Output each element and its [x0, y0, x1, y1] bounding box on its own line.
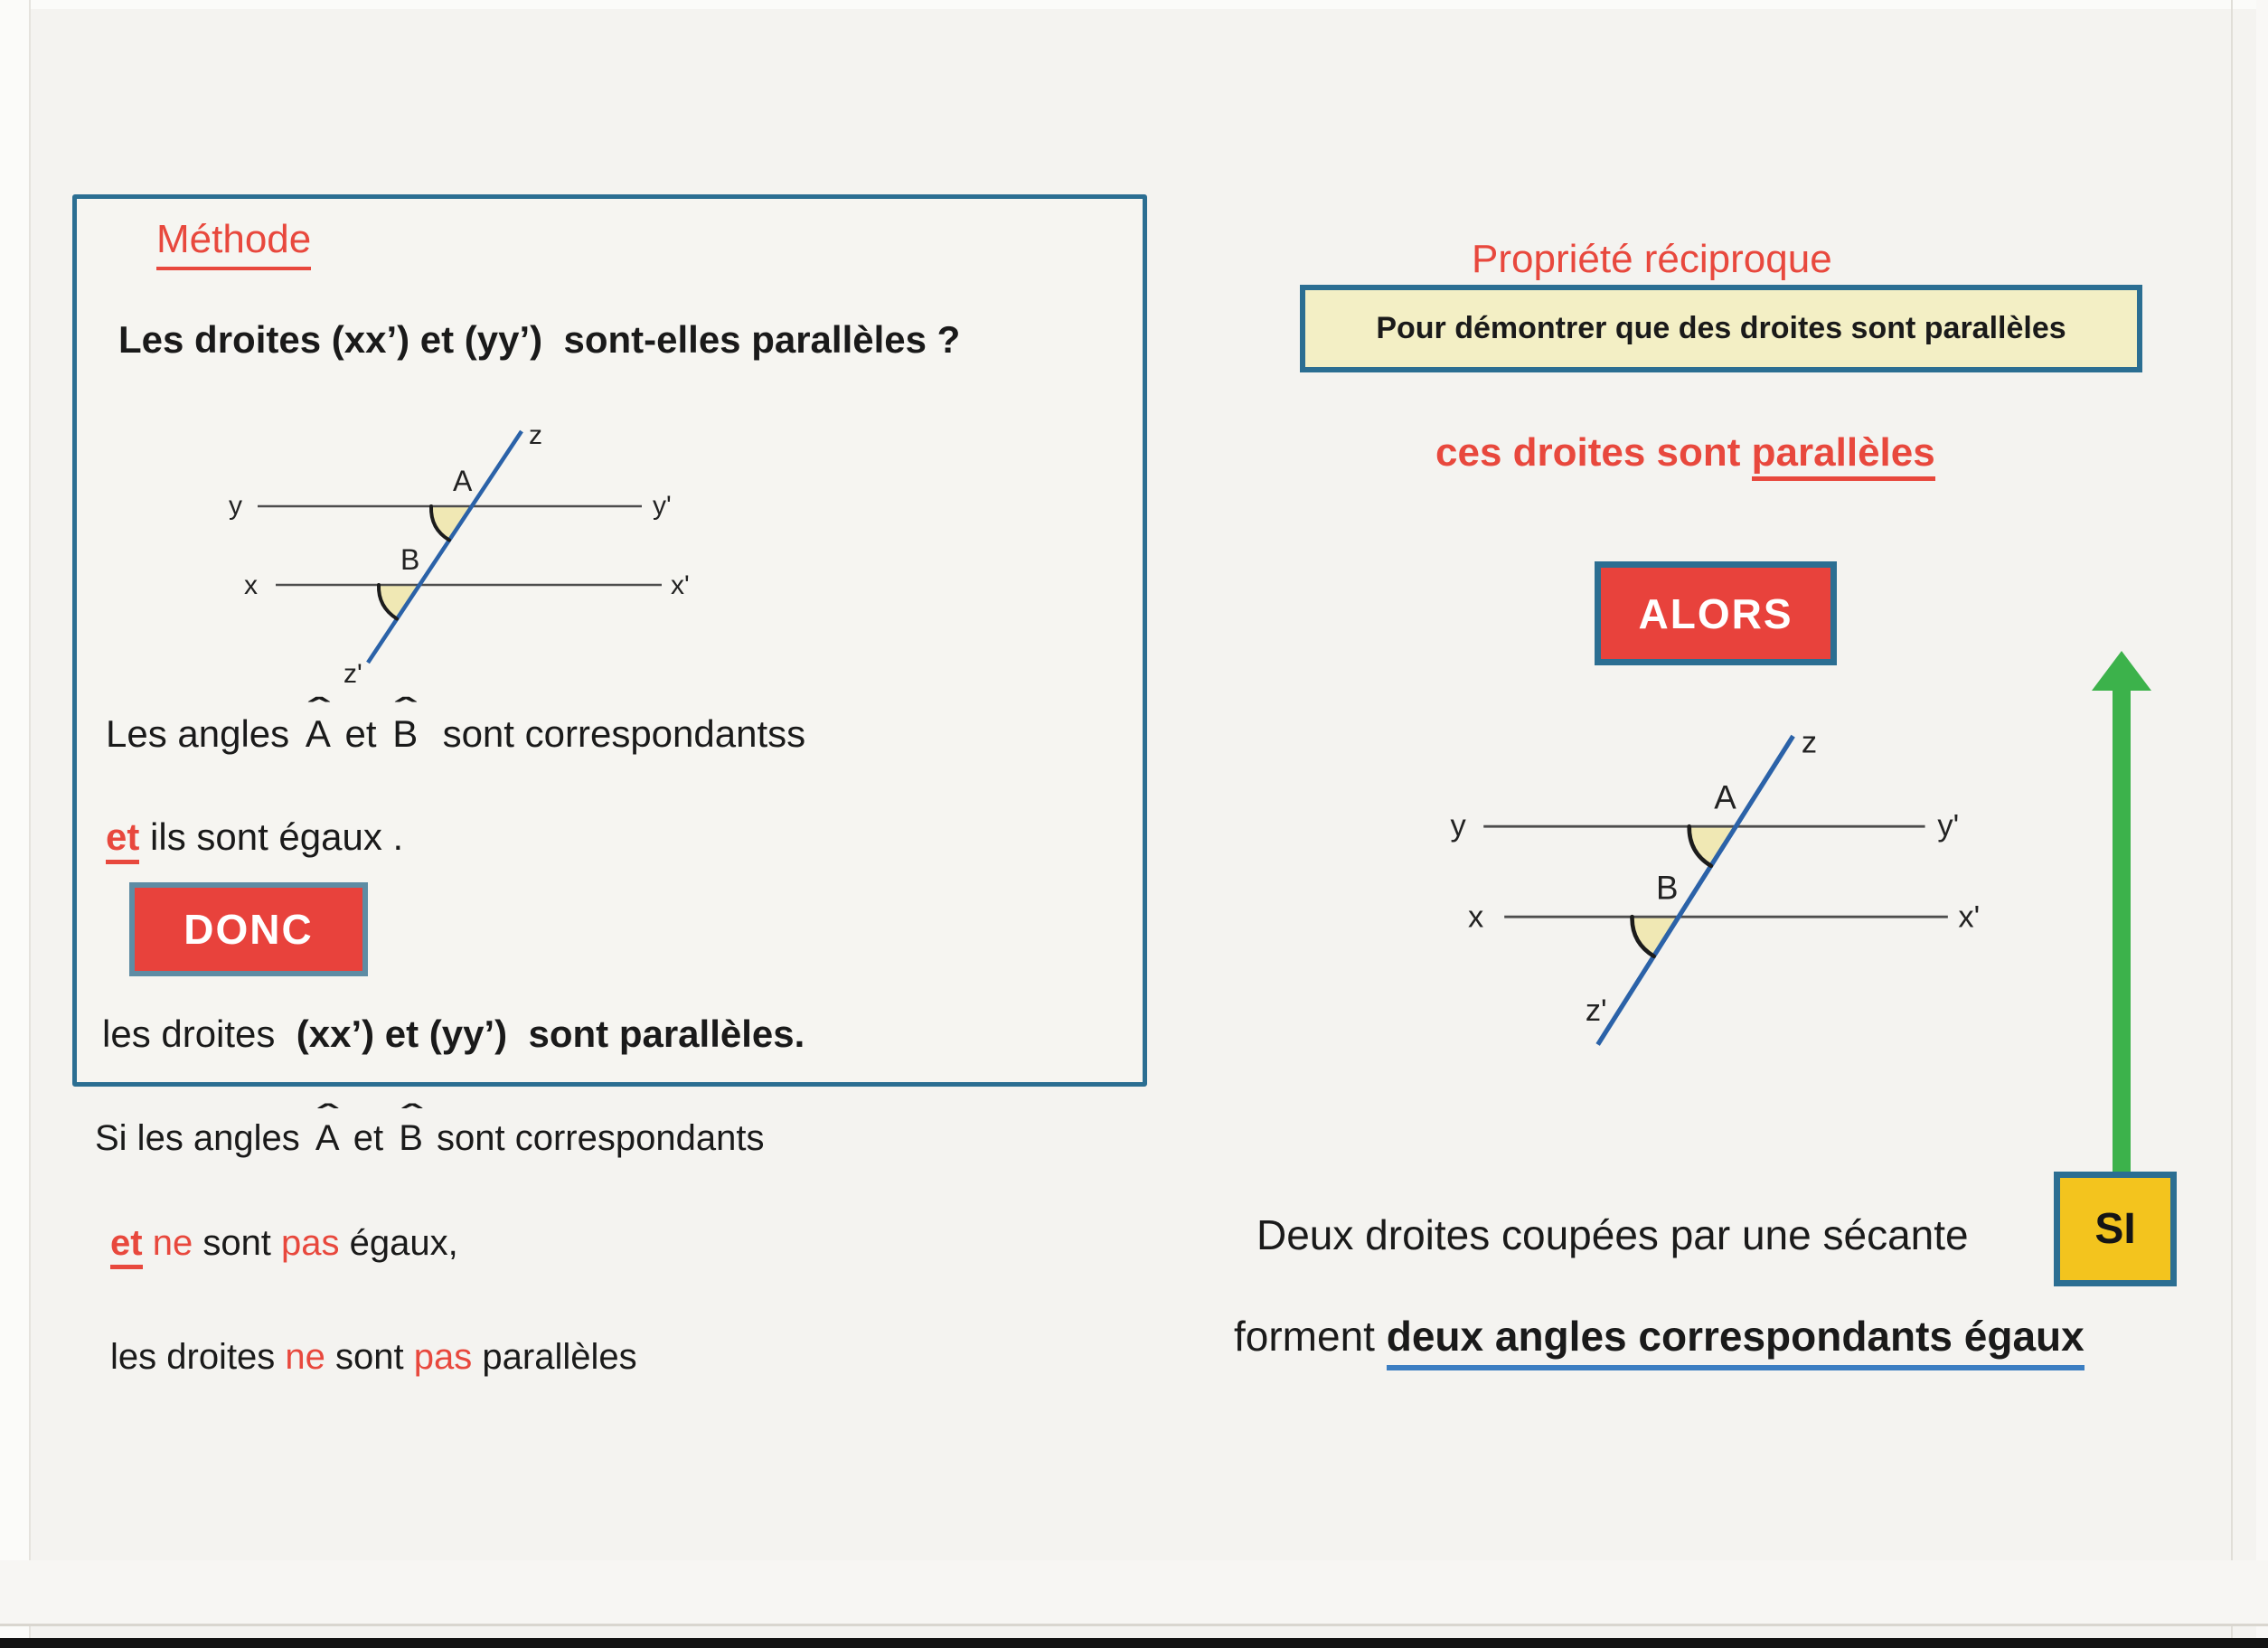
label-angle-a: A — [1714, 778, 1736, 816]
scanner-black-bar — [0, 1638, 2268, 1648]
label-y: y — [1450, 808, 1466, 843]
scan-edge-top — [0, 0, 2268, 9]
si-label: SI — [2094, 1205, 2136, 1253]
premise-line-1: Deux droites coupées par une sécante — [1256, 1211, 1969, 1258]
parallel-lines-diagram-left — [221, 420, 710, 701]
transversal-zz — [368, 431, 522, 663]
green-arrow-shaft — [2113, 682, 2131, 1172]
counter-si-line: Si les angles ˆ A et ˆ B sont correspondants — [95, 1117, 764, 1159]
method-box — [72, 194, 1147, 1087]
scan-edge-right — [2256, 0, 2268, 1648]
label-z-prime: z' — [1585, 994, 1607, 1029]
parallel-lines-diagram-right — [1442, 728, 2003, 1062]
label-z-prime: z' — [343, 659, 362, 689]
si-box — [2054, 1172, 2177, 1286]
page-edge-right-line — [2231, 0, 2233, 1648]
page-edge-bottom-line — [0, 1624, 2268, 1626]
green-arrow-head-icon — [2092, 651, 2151, 691]
goal-box-text: Pour démontrer que des droites sont parallèles — [1376, 311, 2066, 345]
label-y-prime: y' — [1937, 808, 1960, 843]
label-angle-b: B — [400, 543, 420, 576]
label-z: z — [529, 420, 542, 450]
label-x: x — [244, 570, 258, 600]
label-y: y — [229, 491, 242, 521]
reciprocal-title: Propriété réciproque — [1472, 237, 1832, 281]
label-z: z — [1801, 728, 1818, 760]
alors-box — [1595, 561, 1837, 665]
scan-edge-left — [0, 0, 31, 1648]
angles-equal-line: et ils sont égaux . — [106, 815, 403, 859]
goal-box — [1300, 285, 2142, 372]
label-x-prime: x' — [1958, 899, 1981, 935]
counter-not-equal-line: et ne sont pas égaux, — [110, 1222, 458, 1264]
angles-correspondants-line: Les angles ˆ A et ˆ B sont correspondantss — [106, 712, 805, 756]
method-question: Les droites (xx’) et (yy’) sont-elles parallèles ? — [118, 318, 961, 361]
transversal-zz — [1598, 736, 1793, 1044]
donc-label: DONC — [184, 906, 314, 953]
method-title: Méthode — [156, 217, 311, 270]
reciprocal-conclusion-line: ces droites sont parallèles — [1435, 430, 1935, 476]
method-conclusion-line: les droites (xx’) et (yy’) sont parallèles. — [102, 1012, 805, 1055]
page-edge-bottom-band — [0, 1560, 2268, 1624]
label-angle-a: A — [453, 465, 473, 497]
label-y-prime: y' — [653, 491, 672, 521]
donc-box — [129, 882, 368, 976]
label-angle-b: B — [1655, 869, 1679, 907]
label-x-prime: x' — [671, 570, 690, 600]
counter-not-parallel-line: les droites ne sont pas parallèles — [110, 1337, 637, 1377]
alors-label: ALORS — [1638, 589, 1793, 637]
label-x: x — [1467, 899, 1484, 935]
premise-line-2: forment deux angles correspondants égaux — [1234, 1313, 2084, 1361]
